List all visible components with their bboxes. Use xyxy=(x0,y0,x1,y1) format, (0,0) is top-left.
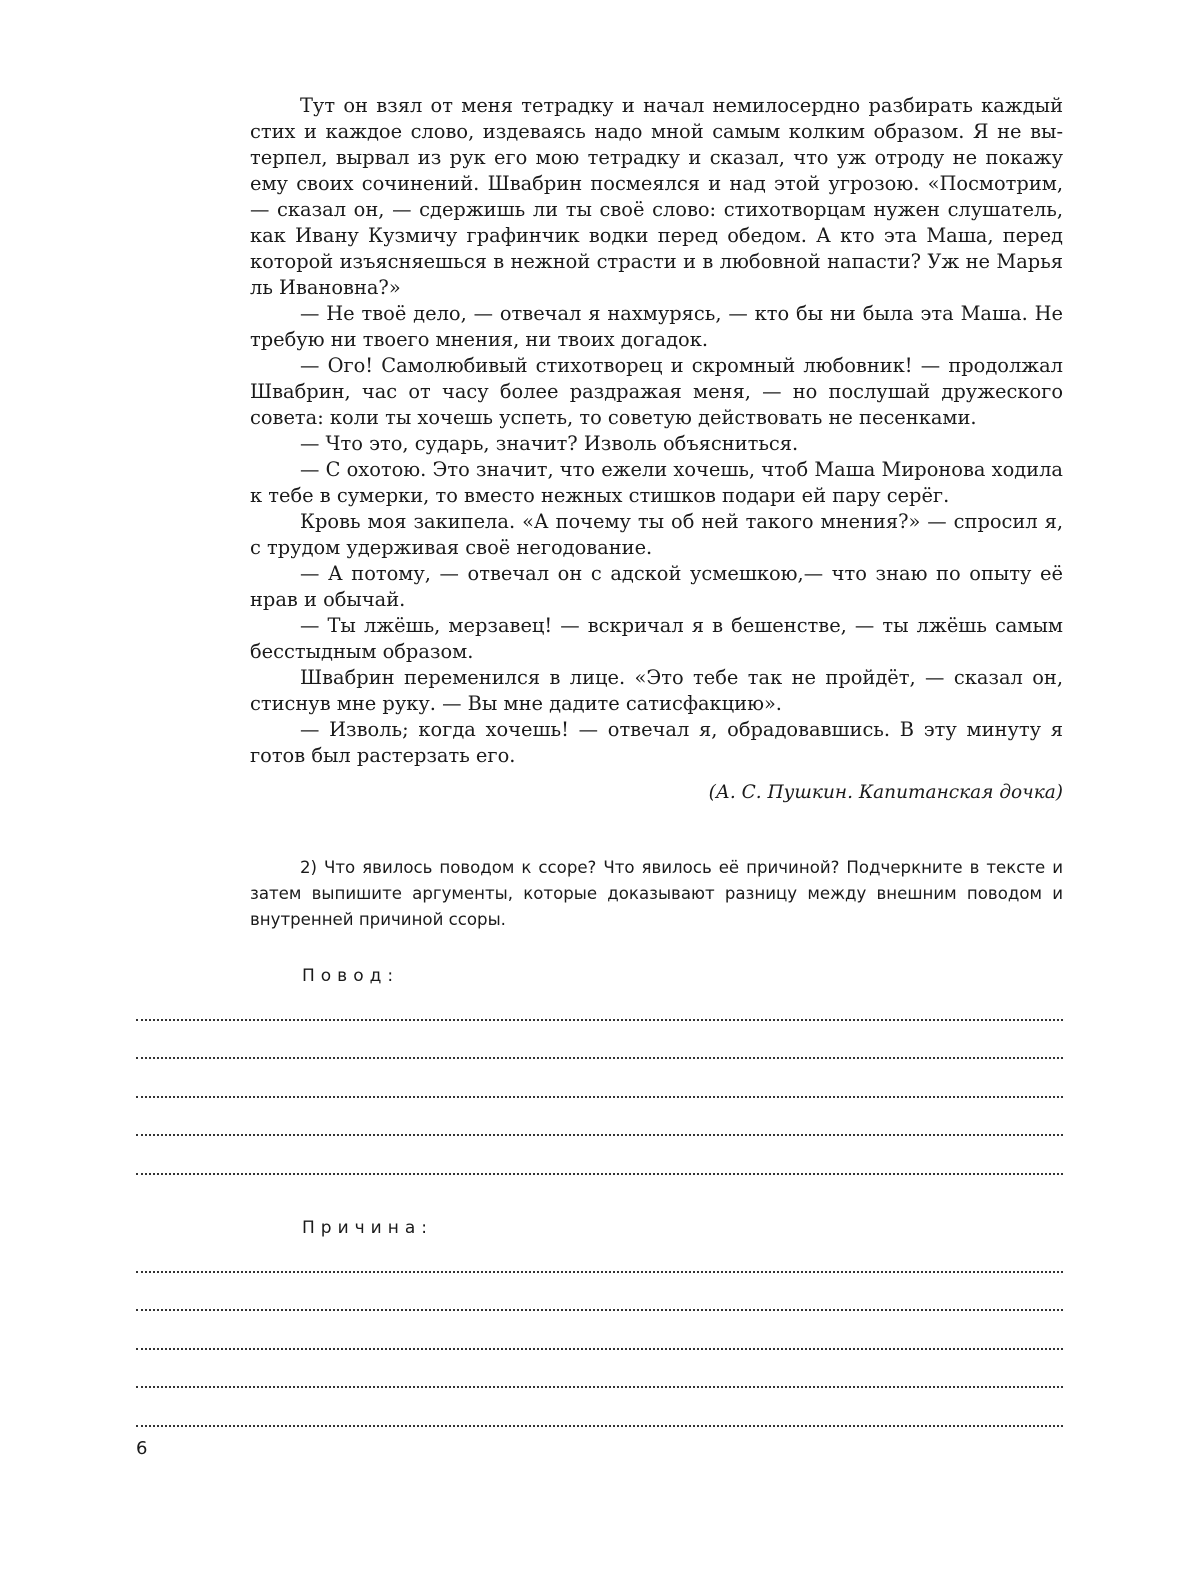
answer-line[interactable] xyxy=(136,1291,1063,1330)
excerpt-paragraph: — Ты лжёшь, мерзавец! — вскричал я в бешенстве, — ты лжёшь самым бесстыдным образом. xyxy=(250,614,1063,663)
excerpt-paragraph: — Что это, сударь, значит? Изволь объясниться. xyxy=(300,432,799,455)
excerpt-paragraph: Тут он взял от меня тетрадку и начал немилосердно разбирать каждый стих и каждое слово, издеваясь надо мной самым колким образом. Я не вытерпел, вырвал из рук его мою тетрадку и сказал, что уж отроду не покажу ему своих сочинений. Швабрин посмеялся и над этой угрозою. «Посмотрим, — сказал он, — сдержишь ли ты своё слово: стихотворцам нужен слушатель, как Ивану Кузмичу графинчик водки перед обедом. А кто эта Маша, перед которой изъясняешься в нежной страсти и в любовной напасти? Уж не Марья ль Ивановна?» xyxy=(250,94,1063,299)
excerpt-paragraph: — Ого! Самолюбивый стихотворец и скромный любовник! — продолжал Швабрин, час от часу более раздражая меня, — но послушай дружеского совета: коли ты хочешь успеть, то советую действовать не песенками. xyxy=(250,354,1063,429)
literary-excerpt xyxy=(250,93,1063,769)
answer-line[interactable] xyxy=(136,1368,1063,1407)
excerpt-paragraph: Швабрин переменился в лице. «Это тебе так не пройдёт, — сказал он, стиснув мне руку. — Вы мне дадите сатисфакцию». xyxy=(250,666,1063,715)
prichina-label: Причина: xyxy=(302,1218,433,1238)
answer-line[interactable] xyxy=(136,1329,1063,1368)
excerpt-paragraph: — Не твоё дело, — отвечал я нахмурясь, — кто бы ни была эта Маша. Не требую ни твоего мнения, ни твоих догадок. xyxy=(250,302,1063,351)
prichina-answer-area[interactable] xyxy=(136,1252,1063,1445)
source-citation: (А. С. Пушкин. Капитанская дочка) xyxy=(708,782,1063,803)
page-number: 6 xyxy=(136,1438,148,1459)
povod-label: Повод: xyxy=(302,966,400,986)
answer-line[interactable] xyxy=(136,1154,1063,1193)
answer-line[interactable] xyxy=(136,1252,1063,1291)
excerpt-paragraph: — Изволь; когда хочешь! — отвечал я, обрадовавшись. В эту минуту я готов был растерзать его. xyxy=(250,718,1063,767)
answer-line[interactable] xyxy=(136,1406,1063,1445)
task-question: 2) Что явилось поводом к ссоре? Что явилось её причиной? Подчеркните в тексте и затем выпишите аргументы, которые доказывают разницу между внешним поводом и внутренней причиной ссоры. xyxy=(250,858,1063,929)
povod-answer-area[interactable] xyxy=(136,1000,1063,1193)
answer-line[interactable] xyxy=(136,1000,1063,1039)
answer-line[interactable] xyxy=(136,1116,1063,1155)
excerpt-paragraph: — С охотою. Это значит, что ежели хочешь, чтоб Маша Миронова ходила к тебе в сумерки, то вместо нежных стишков подари ей пару серёг. xyxy=(250,458,1063,507)
answer-line[interactable] xyxy=(136,1077,1063,1116)
excerpt-paragraph: Кровь моя закипела. «А почему ты об ней такого мнения?» — спросил я, с трудом удерживая своё негодование. xyxy=(250,510,1063,559)
excerpt-paragraph: — А потому, — отвечал он с адской усмешкою,— что знаю по опыту её нрав и обычай. xyxy=(250,562,1063,611)
answer-line[interactable] xyxy=(136,1039,1063,1078)
